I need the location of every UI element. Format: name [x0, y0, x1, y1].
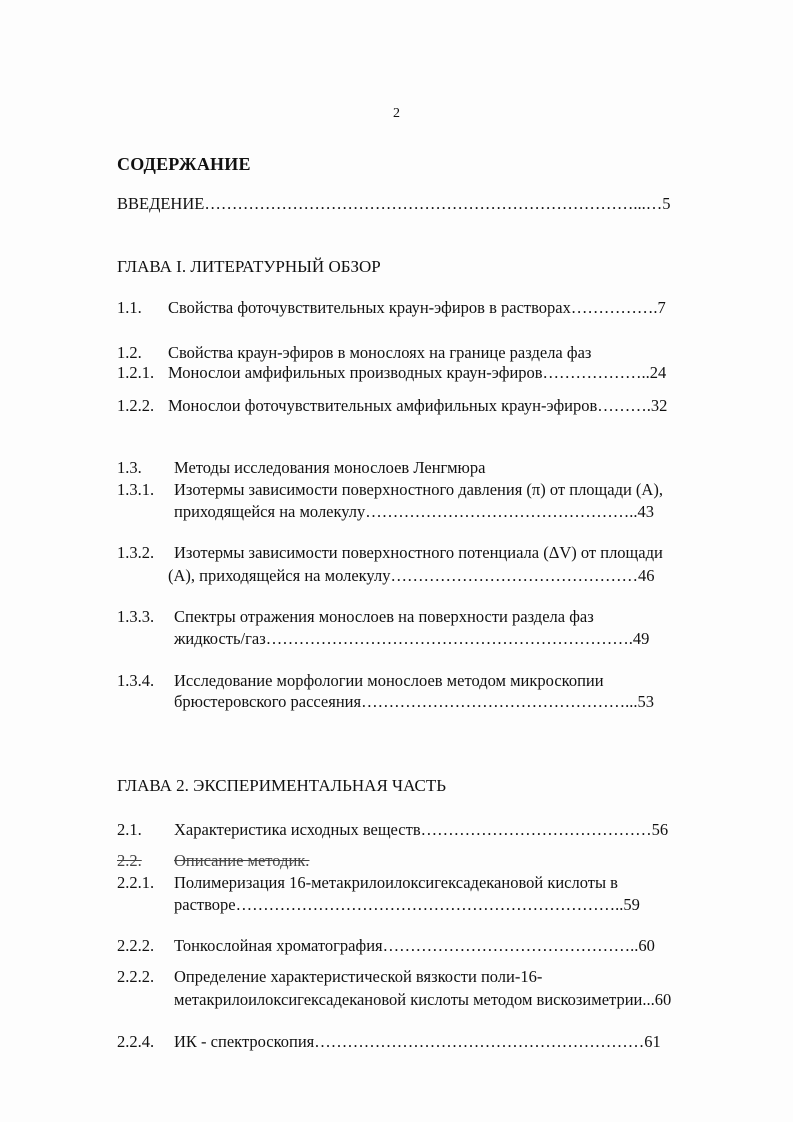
toc-entry-text: Монослои амфифильных производных краун-эфиров………………..24: [168, 363, 667, 382]
toc-entry-number: 2.2.1.: [117, 873, 155, 892]
toc-entry-text-continued: приходящейся на молекулу…………………………………………..43: [174, 502, 655, 521]
toc-entry-number: 1.3.4.: [117, 671, 155, 690]
chapter-1-title: ГЛАВА I. ЛИТЕРАТУРНЫЙ ОБЗОР: [117, 257, 381, 276]
toc-entry-text: Свойства краун-эфиров в монослоях на границе раздела фаз: [168, 343, 592, 362]
toc-entry-text-continued: жидкость/газ………………………………………………………….49: [174, 629, 650, 648]
toc-entry-text: Тонкослойная хроматография………………………………………..60: [174, 936, 655, 955]
toc-intro-line: ВВЕДЕНИЕ……………………………………………………………………...…5: [117, 194, 671, 213]
toc-entry-text: Спектры отражения монослоев на поверхности раздела фаз: [174, 607, 594, 626]
toc-entry-number: 2.1.: [117, 820, 142, 839]
toc-entry-text: Свойства фоточувствительных краун-эфиров в растворах…………….7: [168, 298, 666, 317]
toc-entry-number: 2.2.: [117, 851, 142, 870]
toc-entry-number: 2.2.2.: [117, 936, 155, 955]
toc-entry-text: Изотермы зависимости поверхностного потенциала (ΔV) от площади: [174, 543, 663, 562]
toc-entry-text: ИК - спектроскопия……………………………………………………61: [174, 1032, 661, 1051]
toc-entry-number: 2.2.2.: [117, 967, 155, 986]
toc-entry-text: Изотермы зависимости поверхностного давления (π) от площади (А),: [174, 480, 663, 499]
toc-entry-text: Описание методик.: [174, 851, 310, 870]
toc-entry-text-continued: растворе……………………………………………………………..59: [174, 895, 640, 914]
toc-entry-number: 1.2.2.: [117, 396, 155, 415]
toc-title: СОДЕРЖАНИЕ: [117, 154, 251, 174]
toc-entry-number: 1.3.: [117, 458, 142, 477]
toc-entry-number: 1.3.1.: [117, 480, 155, 499]
toc-entry-text: Характеристика исходных веществ……………………………………56: [174, 820, 669, 839]
toc-entry-text: Определение характеристической вязкости поли-16-: [174, 967, 543, 986]
toc-entry-text: Монослои фоточувствительных амфифильных краун-эфиров……….32: [168, 396, 668, 415]
toc-entry-number: 1.2.1.: [117, 363, 155, 382]
toc-entry-number: 1.3.3.: [117, 607, 155, 626]
toc-entry-text: Полимеризация 16-метакрилоилоксигексадекановой кислоты в: [174, 873, 618, 892]
toc-entry-text-continued: метакрилоилоксигексадекановой кислоты методом вискозиметрии...60: [174, 990, 672, 1009]
toc-entry-text: Методы исследования монослоев Ленгмюра: [174, 458, 486, 477]
toc-entry-text: Исследование морфологии монослоев методом микроскопии: [174, 671, 604, 690]
toc-entry-text-continued: (А), приходящейся на молекулу………………………………………46: [168, 566, 655, 585]
chapter-2-title: ГЛАВА 2. ЭКСПЕРИМЕНТАЛЬНАЯ ЧАСТЬ: [117, 776, 447, 795]
toc-entry-number: 1.2.: [117, 343, 142, 362]
toc-entry-text-continued: брюстеровского рассеяния…………………………………………...53: [174, 692, 654, 711]
toc-entry-number: 1.3.2.: [117, 543, 155, 562]
toc-entry-number: 2.2.4.: [117, 1032, 155, 1051]
toc-entry-number: 1.1.: [117, 298, 142, 317]
page-number: 2: [393, 106, 400, 121]
